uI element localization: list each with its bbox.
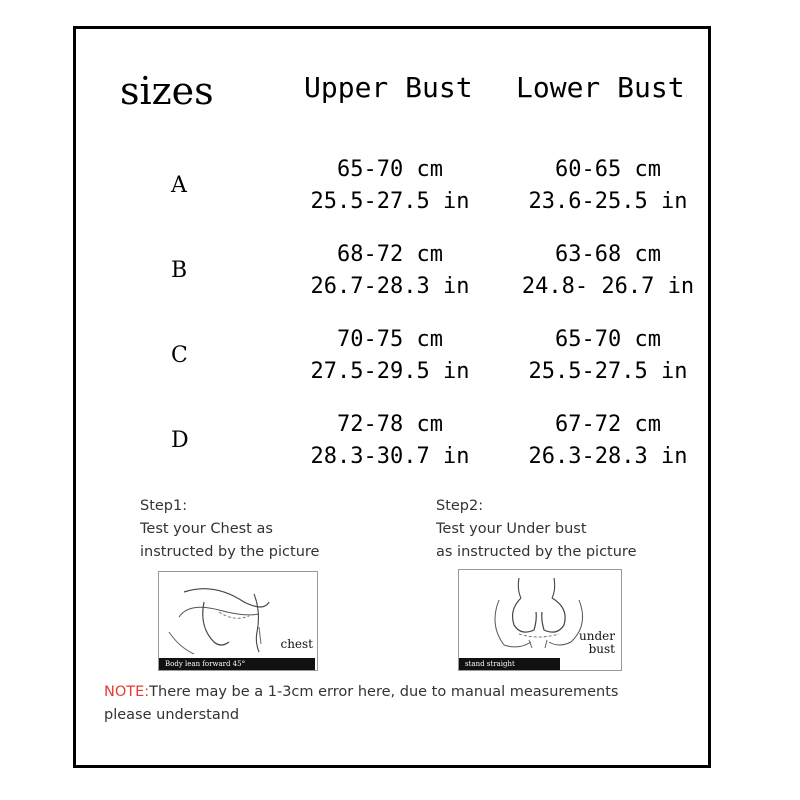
under-bust-label: [579, 630, 615, 656]
lower-bust-value: [508, 409, 708, 473]
upper-in: 25.5-27.5 in: [310, 189, 470, 214]
note-line1: [104, 681, 618, 704]
upper-bust-value: [290, 324, 490, 388]
row-size-label: B: [171, 258, 188, 283]
chest-caption-bar: Body lean forward 45°: [159, 658, 315, 670]
row-size-label: C: [171, 343, 188, 368]
header-sizes: sizes: [120, 69, 214, 113]
step2-title: Step2:: [436, 498, 484, 514]
upper-in: 28.3-30.7 in: [310, 444, 470, 469]
lower-in: 24.8- 26.7 in: [521, 274, 695, 299]
under-bust-label-line2: bust: [588, 642, 615, 656]
step2-line1: Test your Under bust: [436, 521, 587, 537]
lower-cm: 67-72 cm: [555, 412, 661, 437]
step1-instructions: [140, 495, 319, 564]
upper-cm: 68-72 cm: [337, 242, 443, 267]
upper-in: 27.5-29.5 in: [310, 359, 470, 384]
note-line2: please understand: [104, 707, 240, 723]
row-size-label: A: [171, 173, 187, 198]
step1-title: Step1:: [140, 498, 188, 514]
lower-cm: 60-65 cm: [555, 157, 661, 182]
lower-bust-value: [508, 239, 708, 303]
upper-bust-value: [290, 409, 490, 473]
upper-cm: 70-75 cm: [337, 327, 443, 352]
chest-measurement-illustration: [158, 571, 318, 671]
step1-line2: instructed by the picture: [140, 544, 320, 560]
under-bust-measurement-illustration: [458, 569, 622, 671]
lower-bust-value: [508, 154, 708, 218]
header-lower-bust: Lower Bust: [516, 71, 685, 104]
note-text: There may be a 1-3cm error here, due to manual measurements: [149, 684, 619, 700]
row-size-label: D: [171, 428, 189, 453]
upper-bust-value: [290, 239, 490, 303]
lower-cm: 63-68 cm: [555, 242, 661, 267]
lower-in: 25.5-27.5 in: [528, 359, 688, 384]
upper-cm: 65-70 cm: [337, 157, 443, 182]
note-label: NOTE:: [104, 684, 150, 700]
under-bust-caption-bar: stand straight: [459, 658, 560, 670]
upper-cm: 72-78 cm: [337, 412, 443, 437]
header-upper-bust: Upper Bust: [304, 71, 473, 104]
under-bust-label-line1: under: [579, 629, 615, 643]
chest-label: chest: [280, 637, 313, 651]
step2-instructions: [436, 495, 637, 564]
lower-cm: 65-70 cm: [555, 327, 661, 352]
size-chart-frame: [73, 26, 711, 768]
step2-line2: as instructed by the picture: [436, 544, 637, 560]
lower-in: 26.3-28.3 in: [528, 444, 688, 469]
upper-in: 26.7-28.3 in: [310, 274, 470, 299]
upper-bust-value: [290, 154, 490, 218]
step1-line1: Test your Chest as: [140, 521, 273, 537]
lower-bust-value: [508, 324, 708, 388]
note: [104, 681, 618, 727]
lower-in: 23.6-25.5 in: [528, 189, 688, 214]
